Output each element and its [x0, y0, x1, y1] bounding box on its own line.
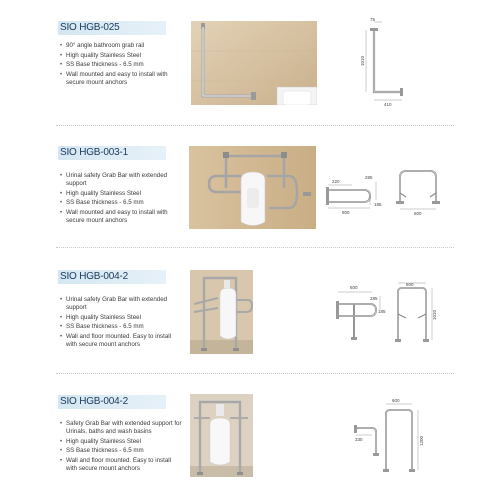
feature-item: • Wall and floor mounted. Easy to install with secure mount anchors [60, 457, 182, 473]
dimension-label: 285 [365, 175, 373, 180]
dimension-label: 330 [355, 437, 363, 442]
dimension-label: 600 [350, 285, 358, 290]
feature-item: • Urinal safety Grab Bar with extended support [60, 172, 182, 188]
feature-item: • Wall mounted and easy to install with secure mount anchors [60, 209, 182, 225]
feature-item: • High quality Stainless Steel [60, 190, 182, 198]
dimension-drawing-front [390, 280, 438, 344]
dimension-label: 220 [332, 179, 340, 184]
dimension-drawing-side [332, 280, 390, 342]
product-code: SIO HGB-003-1 [58, 146, 166, 160]
section-divider [56, 125, 454, 126]
dimension-label: 800 [342, 210, 350, 215]
product-photo [190, 270, 253, 354]
dimension-label: 600 [414, 211, 422, 216]
feature-item: • High quality Stainless Steel [60, 314, 182, 322]
product-photo [191, 21, 317, 105]
dimension-label: 1010 [432, 309, 437, 320]
dimension-label: 1200 [419, 435, 424, 446]
feature-item: • High quality Stainless Steel [60, 52, 182, 60]
dimension-drawing [352, 18, 422, 108]
dimension-label: 185 [378, 309, 386, 314]
product-photo [189, 146, 316, 229]
dimension-drawing-front [392, 163, 444, 217]
dimension-label: 185 [374, 202, 382, 207]
feature-list [60, 420, 182, 474]
product-code: SIO HGB-004-2 [58, 395, 166, 409]
dimension-label: 600 [406, 282, 414, 287]
feature-list [60, 42, 182, 88]
feature-list [60, 296, 182, 350]
product-code: SIO HGB-004-2 [58, 270, 166, 284]
product-photo [190, 394, 253, 477]
dimension-label: 410 [384, 102, 392, 107]
feature-item: • Safety Grab Bar with extended support for Urinals, baths and wash basins [60, 420, 182, 436]
feature-item: • SS Base thickness - 6.5 mm [60, 199, 182, 207]
dimension-label: 285 [370, 296, 378, 301]
feature-item: • SS Base thickness - 6.5 mm [60, 323, 182, 331]
feature-list [60, 172, 182, 226]
feature-item: • 90° angle bathroom grab rail [60, 42, 182, 50]
feature-item: • Wall mounted and easy to install with secure mount anchors [60, 71, 182, 87]
feature-item: • SS Base thickness - 6.5 mm [60, 61, 182, 69]
section-divider [56, 373, 454, 374]
section-divider [56, 247, 454, 248]
feature-item: • Urinal safety Grab Bar with extended support [60, 296, 182, 312]
dimension-label: 75 [370, 18, 376, 22]
product-code: SIO HGB-025 [58, 21, 166, 35]
dimension-drawing-side [324, 170, 386, 218]
feature-item: • Wall and floor mounted. Easy to install with secure mount anchors [60, 333, 182, 349]
dimension-drawing-front [378, 398, 426, 476]
feature-item: • High quality Stainless Steel [60, 438, 182, 446]
dimension-label: 1010 [360, 55, 365, 66]
dimension-label: 600 [392, 398, 400, 403]
feature-item: • SS Base thickness - 6.5 mm [60, 447, 182, 455]
